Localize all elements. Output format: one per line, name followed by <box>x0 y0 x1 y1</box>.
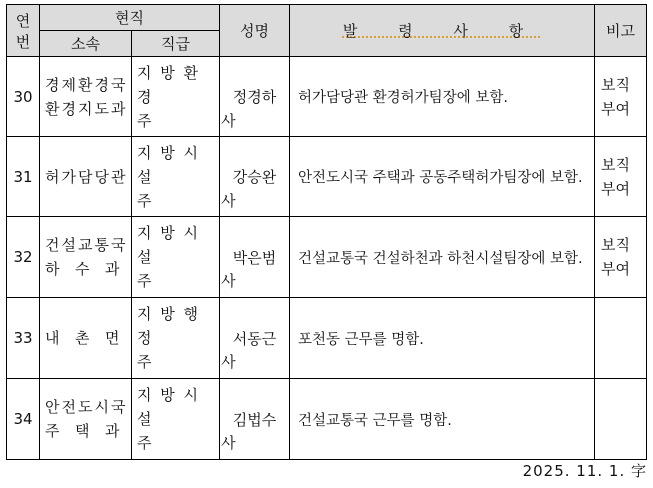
rank-line1: 지 방 시 설 <box>137 143 201 186</box>
row-details: 건설교통국 근무를 명함. <box>290 379 595 460</box>
remarks-line2: 부여 <box>601 179 630 198</box>
rank-line2: 주 사 <box>137 353 238 371</box>
row-number: 34 <box>7 379 40 460</box>
affiliation-line1: 안전도시국 <box>45 398 128 416</box>
row-details: 허가담당관 환경허가팀장에 보함. <box>290 57 595 137</box>
remarks-line2: 부여 <box>601 260 630 278</box>
rank-line2: 주 사 <box>137 272 238 290</box>
table-row <box>7 217 647 298</box>
rank-line1: 지 방 시 설 <box>137 224 201 266</box>
row-affiliation <box>40 217 132 298</box>
row-details: 포천동 근무를 명함. <box>290 298 595 379</box>
row-name: 박은범 <box>220 217 290 298</box>
header-current: 현직 <box>40 5 220 31</box>
rank-line1: 지 방 환 경 <box>137 63 201 106</box>
affiliation-line2: 주 택 과 <box>45 422 122 440</box>
row-affiliation <box>40 137 132 217</box>
rank-line1: 지 방 행 정 <box>137 305 201 347</box>
header-no-line2: 번 <box>15 32 31 51</box>
row-remarks <box>595 57 647 137</box>
row-rank <box>132 379 238 460</box>
affiliation-line2: 하 수 과 <box>45 260 122 278</box>
affiliation-line1: 내 촌 면 <box>45 329 122 347</box>
row-rank <box>132 217 238 298</box>
row-name: 김법수 <box>220 379 290 460</box>
rank-line2: 주 사 <box>137 434 238 452</box>
row-remarks <box>595 379 647 460</box>
row-remarks <box>595 137 647 217</box>
row-number: 31 <box>7 137 40 217</box>
header-remarks: 비고 <box>595 5 647 57</box>
header-name: 성명 <box>220 5 290 57</box>
row-remarks <box>595 298 647 379</box>
row-number: 33 <box>7 298 40 379</box>
affiliation-line2: 환경지도과 <box>45 99 128 118</box>
header-no <box>7 5 40 57</box>
row-affiliation <box>40 57 132 137</box>
row-name: 강승완 <box>220 137 290 217</box>
row-details: 건설교통국 건설하천과 하천시설팀장에 보함. <box>290 217 595 298</box>
header-no-line1: 연 <box>15 11 31 30</box>
header-rank: 직급 <box>132 31 220 57</box>
rank-line1: 지 방 시 설 <box>137 386 201 428</box>
remarks-line1: 보직 <box>601 236 630 254</box>
remarks-line2: 부여 <box>601 99 630 118</box>
row-affiliation <box>40 379 132 460</box>
table-row <box>7 57 647 137</box>
appointment-table <box>6 4 647 460</box>
row-rank <box>132 137 238 217</box>
table-row <box>7 298 647 379</box>
header-details-label: 발 령 사 항 <box>342 22 542 40</box>
rank-line2: 주 사 <box>137 191 238 210</box>
table-row <box>7 137 647 217</box>
row-name: 정경하 <box>220 57 290 137</box>
row-affiliation <box>40 298 132 379</box>
issue-date: 2025. 11. 1. 字 <box>522 462 647 480</box>
row-remarks <box>595 217 647 298</box>
row-number: 32 <box>7 217 40 298</box>
row-rank <box>132 298 238 379</box>
affiliation-line1: 허가담당관 <box>45 167 128 186</box>
rank-line2: 주 사 <box>137 111 238 130</box>
affiliation-line1: 건설교통국 <box>45 236 128 254</box>
row-number: 30 <box>7 57 40 137</box>
row-details: 안전도시국 주택과 공동주택허가팀장에 보함. <box>290 137 595 217</box>
affiliation-line1: 경제환경국 <box>45 75 128 94</box>
header-affiliation: 소속 <box>40 31 132 57</box>
remarks-line1: 보직 <box>601 75 630 94</box>
row-rank <box>132 57 238 137</box>
header-details <box>290 5 595 57</box>
remarks-line1: 보직 <box>601 155 630 174</box>
row-name: 서동근 <box>220 298 290 379</box>
table-row <box>7 379 647 460</box>
